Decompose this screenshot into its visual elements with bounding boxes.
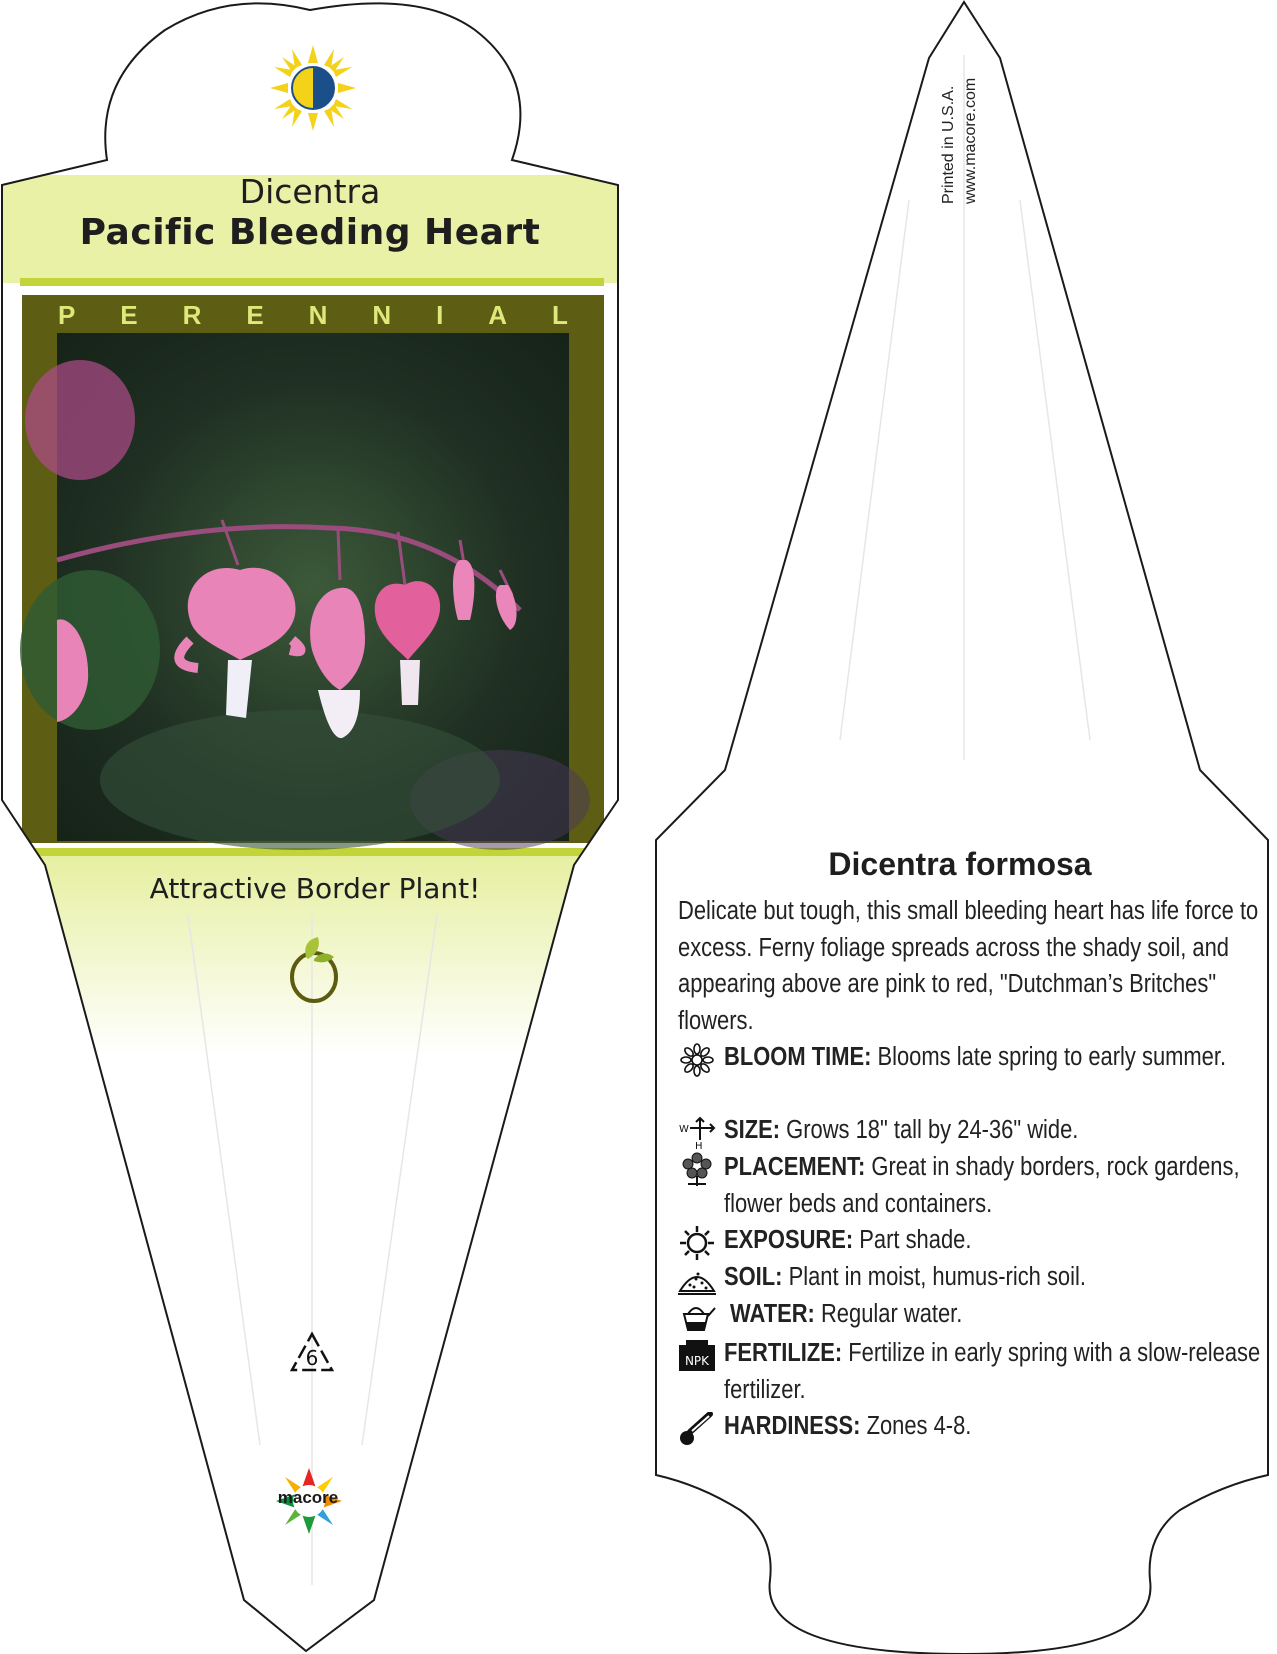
attr-soil	[724, 1259, 1277, 1296]
category-letter: N	[372, 300, 392, 330]
genus-name: Dicentra	[239, 172, 381, 211]
attr-label: EXPOSURE:	[724, 1226, 854, 1254]
recycle-icon	[286, 1330, 338, 1378]
plant-description: Delicate but tough, this small bleeding heart has life force to excess. Ferny foliage spreads across the shady soil, and appearing above are pink to red, "Dutchman’s Britches" flowers.	[678, 897, 1259, 1035]
category-letter: E	[246, 300, 264, 330]
watering-can-icon	[678, 1300, 716, 1334]
category-letter: E	[120, 300, 138, 330]
size-arrows-icon	[678, 1116, 716, 1150]
category-label	[22, 300, 604, 336]
tagline: Attractive Border Plant!	[149, 872, 481, 905]
category-letter: L	[552, 300, 568, 330]
printed-country: Printed in U.S.A.	[940, 85, 957, 204]
attr-value: Great in shady borders, rock gardens, flower beds and containers.	[724, 1153, 1240, 1218]
attr-hardiness	[724, 1408, 1277, 1445]
half-sun-icon	[270, 45, 356, 131]
attr-value: Blooms late spring to early summer.	[871, 1043, 1227, 1071]
npk-label: NPK	[684, 1354, 710, 1368]
attr-value: Zones 4-8.	[860, 1412, 972, 1440]
soil-pile-icon	[678, 1263, 716, 1297]
npk-icon	[678, 1339, 716, 1373]
common-name: Pacific Bleeding Heart	[79, 212, 541, 253]
attr-value: Grows 18" tall by 24-36" wide.	[780, 1116, 1079, 1144]
printed-info	[940, 52, 984, 212]
category-letter: A	[488, 300, 508, 330]
category-letter: N	[308, 300, 328, 330]
plant-photo	[20, 333, 590, 850]
attr-bloom-time	[724, 1039, 1257, 1076]
scientific-name: Dicentra formosa	[828, 846, 1092, 882]
attr-label: SOIL:	[724, 1263, 783, 1291]
attr-placement	[724, 1149, 1274, 1222]
size-w: W	[679, 1124, 689, 1135]
printed-website: www.macore.com	[962, 77, 979, 204]
attr-label: SIZE:	[724, 1116, 781, 1144]
attr-value: Fertilize in early spring with a slow-release fertilizer.	[724, 1339, 1261, 1404]
size-h: H	[695, 1141, 703, 1150]
attr-exposure	[724, 1222, 1277, 1259]
attr-value: Part shade.	[853, 1226, 972, 1254]
attr-label: HARDINESS:	[724, 1412, 861, 1440]
recycle-number: 6	[305, 1346, 319, 1370]
category-letter: R	[182, 300, 202, 330]
attr-label: WATER:	[730, 1300, 815, 1328]
sun-outline-icon	[678, 1226, 716, 1260]
attr-value: Plant in moist, humus-rich soil.	[782, 1263, 1086, 1291]
attr-fertilize	[724, 1335, 1277, 1408]
category-letter: I	[436, 300, 444, 330]
attr-label: FERTILIZE:	[724, 1339, 843, 1367]
category-letter: P	[58, 300, 76, 330]
thermometer-icon	[678, 1412, 716, 1446]
bouquet-icon	[678, 1152, 716, 1186]
attr-size	[724, 1112, 1277, 1149]
attr-label: BLOOM TIME:	[724, 1043, 872, 1071]
attr-value: Regular water.	[814, 1300, 963, 1328]
flower-icon	[678, 1043, 716, 1077]
attr-label: PLACEMENT:	[724, 1153, 866, 1181]
sprout-icon	[284, 935, 344, 1005]
attr-water	[730, 1296, 1277, 1333]
brand-name: macore	[277, 1488, 339, 1507]
